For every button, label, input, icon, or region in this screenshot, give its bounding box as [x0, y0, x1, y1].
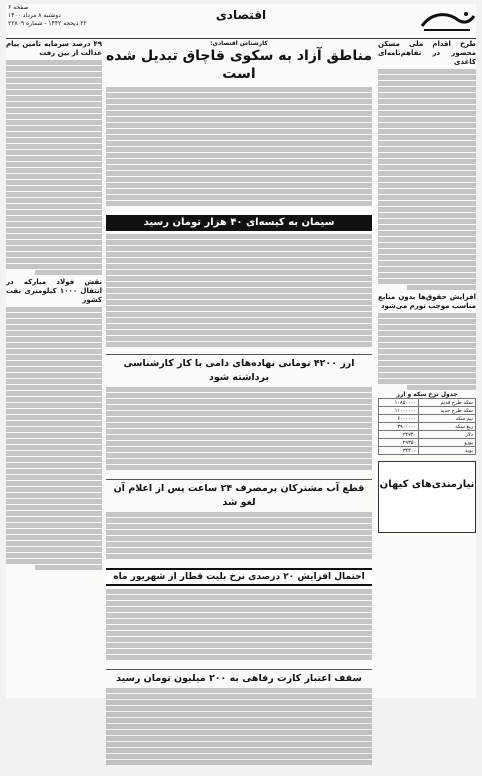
right-headline-2: افزایش حقوق‌ها بدون منابع مناسب موجب تورم می‌شود — [378, 293, 476, 310]
price-row — [379, 415, 476, 423]
date-text: دوشنبه ۸ مرداد ۱۴۰۰ — [8, 12, 61, 19]
price-item-label: نیم سکه — [419, 415, 476, 423]
feed-currency-headline: ارز ۴۲۰۰ تومانی نهاده‌های دامی با کار کارشناسی برداشته شود — [106, 354, 372, 385]
right-column — [378, 40, 476, 690]
price-item-value: ۶۰۰۰۰۰۰ — [379, 415, 419, 423]
right-headline-1: طرح اقدام ملی مسکن محصور در تفاهم‌نامه‌ای کاغذی — [378, 40, 476, 66]
price-item-label: سکه طرح قدیم — [419, 399, 476, 407]
left-text-1 — [6, 60, 102, 275]
train-fare-headline: احتمال افزایش ۲۰ درصدی نرخ بلیت قطار از شهریور ماه — [106, 568, 372, 586]
price-row — [379, 447, 476, 455]
date-line — [8, 12, 118, 28]
price-item-value: ۲۹۳۵۰ — [379, 439, 419, 447]
right-text-2 — [378, 313, 476, 390]
left-headline-1: ۴۹ درصد سرمایه تامین پیام عدالت از بین رفت — [6, 40, 102, 57]
water-cut-headline: قطع آب مشترکان پرمصرف ۲۴ ساعت پس از اعلام آن لغو شد — [106, 479, 372, 510]
water-cut-body — [106, 512, 372, 568]
center-area — [106, 40, 372, 694]
cement-body — [106, 234, 372, 354]
classifieds-banner — [378, 461, 476, 533]
train-fare-body — [106, 589, 372, 669]
price-item-label: یورو — [419, 439, 476, 447]
right-text-1 — [378, 69, 476, 290]
price-row — [379, 423, 476, 431]
price-row — [379, 407, 476, 415]
top-story-body — [106, 87, 372, 215]
classifieds-brand: نیازمندی‌های کیهان — [379, 479, 475, 490]
left-headline-2: نقش فولاد مبارکه در انتقال ۱۰۰۰ کیلومتری نفت کشور — [6, 278, 102, 304]
price-item-label: پوند — [419, 447, 476, 455]
price-row — [379, 399, 476, 407]
welfare-card-headline: سقف اعتبار کارت رفاهی به ۲۰۰ میلیون تومان رسید — [106, 669, 372, 686]
feed-currency-body — [106, 387, 372, 479]
price-table — [378, 398, 476, 455]
left-text-2 — [6, 307, 102, 570]
price-item-value: ۳۴۳۰۰ — [379, 447, 419, 455]
newspaper-page — [6, 4, 476, 698]
price-item-value: ۲۴۷۴۰ — [379, 431, 419, 439]
welfare-card-body — [106, 688, 372, 776]
top-kicker: کارشناس اقتصادی: — [210, 40, 268, 47]
page-number: صفحه ۶ — [8, 4, 29, 11]
price-item-value: ۱۰۸۵۰۰۰۰ — [379, 399, 419, 407]
left-column — [6, 40, 102, 690]
price-table-title: جدول نرخ سکه و ارز — [396, 391, 458, 398]
cement-bar-headline: سیمان به کیسه‌ای ۴۰ هزار تومان رسید — [106, 215, 372, 231]
price-item-value: ۱۱۰۰۰۰۰۰ — [379, 407, 419, 415]
masthead — [6, 4, 476, 39]
price-row — [379, 431, 476, 439]
price-item-label: ربع سکه — [419, 423, 476, 431]
price-item-value: ۳۹۰۰۰۰۰ — [379, 423, 419, 431]
section-title: اقتصادی — [215, 8, 267, 22]
issue-text: ۲۲ ذیحجه ۱۴۴۲ - شماره ۲۲۸۰۹ — [8, 20, 87, 27]
kayhan-logo-icon — [418, 6, 476, 36]
price-row — [379, 439, 476, 447]
top-headline: مناطق آزاد به سکوی قاچاق تبدیل شده است — [105, 48, 372, 82]
price-item-label: دلار — [419, 431, 476, 439]
price-item-label: سکه طرح جدید — [419, 407, 476, 415]
